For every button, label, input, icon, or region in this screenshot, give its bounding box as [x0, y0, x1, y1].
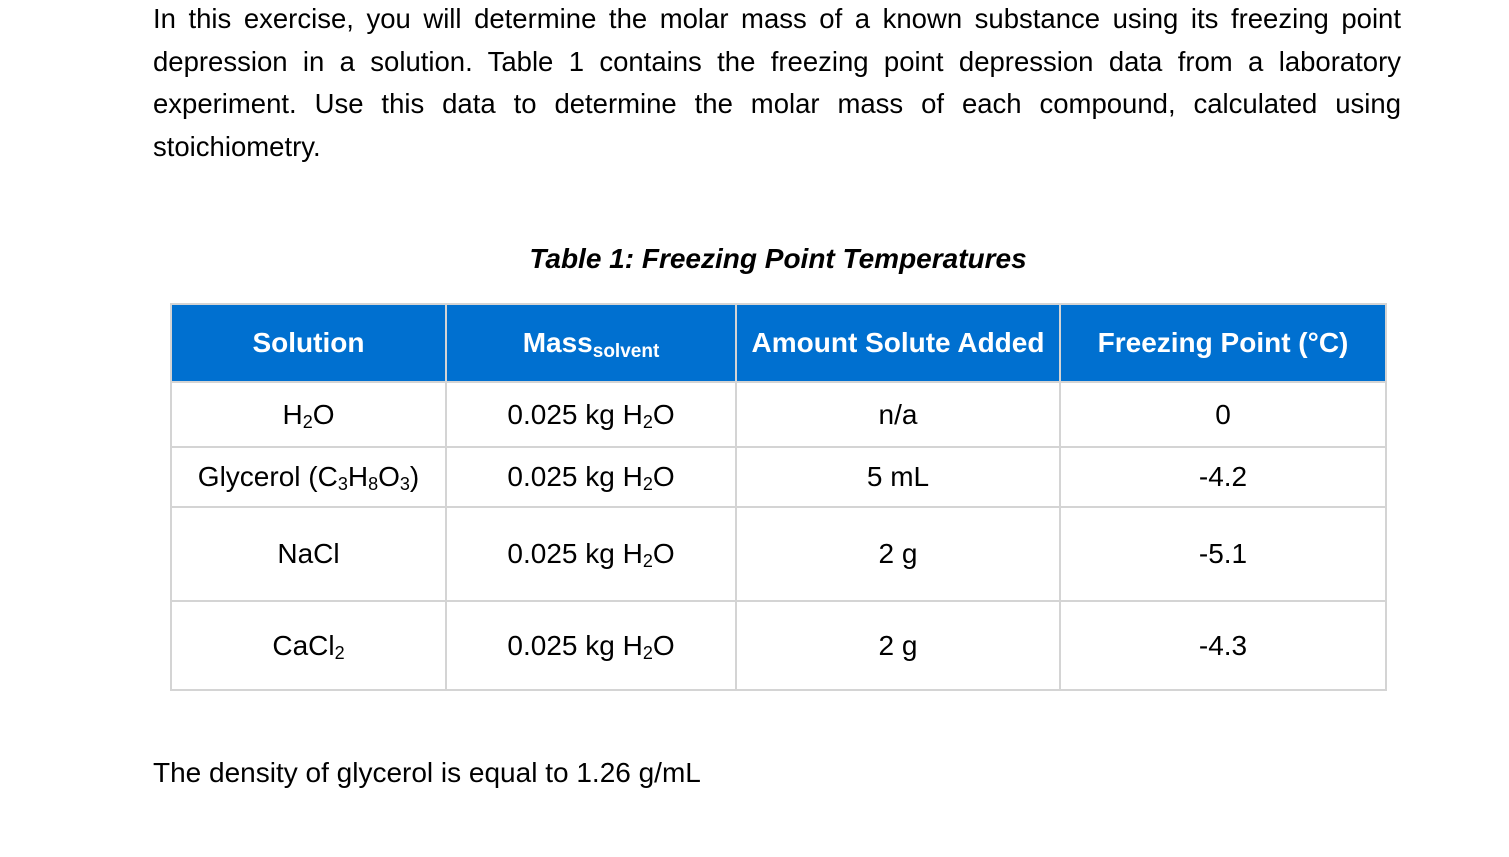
table-row — [171, 447, 1386, 507]
table-header-row — [171, 304, 1386, 382]
cell-solution: CaCl$_2$ — [171, 601, 446, 690]
header-mass-solvent — [446, 304, 736, 382]
header-amount-solute: Amount Solute Added — [736, 304, 1060, 382]
header-mass-label: Mass — [522, 327, 593, 358]
cell-amount: 2 g — [736, 601, 1060, 690]
cell-mass: 0.025 kg $H_2O$ — [446, 507, 736, 601]
cell-amount: 2 g — [736, 507, 1060, 601]
cell-amount: 5 mL — [736, 447, 1060, 507]
header-freezing-point: Freezing Point (°C) — [1060, 304, 1386, 382]
table-row — [171, 382, 1386, 447]
cell-freezing-point: -5.1 — [1060, 507, 1386, 601]
cell-solution: Glycerol $(C_3H_8O_3)$ — [171, 447, 446, 507]
cell-freezing-point: 0 — [1060, 382, 1386, 447]
table-row — [171, 507, 1386, 601]
table-caption: Table 1: Freezing Point Temperatures — [529, 243, 1027, 274]
cell-freezing-point: -4.2 — [1060, 447, 1386, 507]
cell-mass: 0.025 kg $H_2O$ — [446, 447, 736, 507]
header-solution: Solution — [171, 304, 446, 382]
cell-mass: 0.025 kg $H_2O$ — [446, 601, 736, 690]
table-row — [171, 601, 1386, 690]
density-note: The density of glycerol is equal to 1.26 g/mL — [153, 757, 701, 788]
cell-amount: n/a — [736, 382, 1060, 447]
freezing-point-table — [170, 303, 1387, 691]
cell-solution: NaCl — [171, 507, 446, 601]
cell-freezing-point: -4.3 — [1060, 601, 1386, 690]
cell-solution: $H_2O$ — [171, 382, 446, 447]
cell-mass: 0.025 kg $H_2O$ — [446, 382, 736, 447]
intro-paragraph: In this exercise, you will determine the molar mass of a known substance using its freezing point depression in a solution. Table 1 contains the freezing point depression data from a laboratory experiment. Use this data to determine the molar mass of each compound, calculated using stoichiometry. — [153, 3, 1401, 162]
header-mass-subscript: solvent — [592, 341, 660, 362]
